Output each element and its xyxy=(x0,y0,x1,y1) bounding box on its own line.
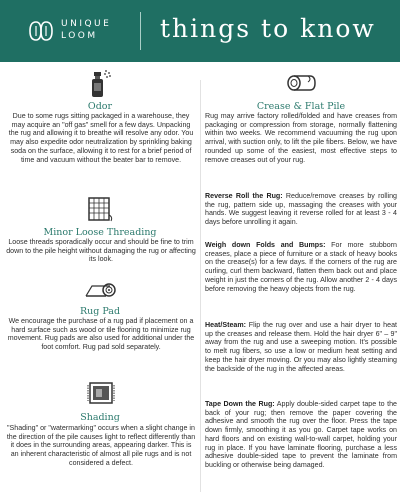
reverse-roll-heading: Reverse Roll the Rug: xyxy=(205,192,283,200)
weigh-down-heading: Weigh down Folds and Bumps: xyxy=(205,241,326,249)
column-divider xyxy=(200,80,201,492)
logo-icon xyxy=(27,18,55,44)
brand-name xyxy=(61,18,111,42)
crease-title: Crease & Flat Pile xyxy=(256,101,346,112)
rug-shading-icon xyxy=(87,380,115,406)
brand-line-1: UNIQUE xyxy=(61,19,112,29)
tape-down-text: Apply double-sided carpet tape to the back of your rug; then remove the paper covering the adhesive and smooth the rug over the floor. Press the tape down firmly, smoothing it as you go. Carpet tape works on hard floors and on existing wall-to-wall carpet, holding your rug in place. If you have laminate flooring, purchase a less adhesive double-sided tape to prevent the laminate from buckling or otherwise being damaged. xyxy=(205,400,397,469)
rug-threads-icon xyxy=(86,195,114,223)
spray-bottle-icon xyxy=(90,68,112,98)
heat-steam-heading: Heat/Steam: xyxy=(205,321,247,329)
threading-title: Minor Loose Threading xyxy=(43,227,157,238)
header-banner xyxy=(0,0,400,62)
page-title: things to know xyxy=(160,14,376,43)
tape-down-heading: Tape Down the Rug: xyxy=(205,400,275,408)
odor-text: Due to some rugs sitting packaged in a warehouse, they may acquire an "off gas" smell for a few days. Unpacking the rug and allowing it to breathe will resolve any odor. You may also expedite odor neutralization by sprinkling baking soda on the surface, allowing it to rest for a brief period of time and vacuum without the beater bar to remove. xyxy=(8,112,194,164)
header-divider xyxy=(140,12,141,50)
weigh-down-step xyxy=(205,241,397,293)
rug-pad-text: We encourage the purchase of a rug pad if placement on a hard surface such as wood or tile flooring to minimize rug movement. Rug pads are also used for additional under the foot comfort. Rug pad sold separately. xyxy=(7,317,195,352)
reverse-roll-step xyxy=(205,192,397,227)
weigh-down-text: For more stubborn creases, place a piece of furniture or a stack of heavy books on the crease(s) for a few days. If the corners of the rug are curling, curl them backward, flatten them back out and place weight in just the corners of the rug. Allow another 2 - 4 days before removing the heavy objects from the rug. xyxy=(205,241,397,293)
odor-title: Odor xyxy=(87,101,113,112)
rug-pad-title: Rug Pad xyxy=(79,306,121,317)
rolled-rug-icon xyxy=(286,73,316,93)
brand-line-2: LOOM xyxy=(61,31,98,41)
crease-text: Rug may arrive factory rolled/folded and have creases from packaging or compression from storage, normally flattening within two weeks. We recommend vacuuming the rug upon arrival, with suction only, to lift the pile fibers. Below, we have rounded up some of the easiest, most effective steps to remove creases out of your rug. xyxy=(205,112,397,164)
heat-steam-text: Flip the rug over and use a hair dryer to heat up the creases and release them. Hold the hair dryer 6" – 9" away from the rug and use a sweeping motion. It's possible to melt rug fibers, so use a low or medium heat setting and keep the hair dryer moving. Or you may also lightly steaming the backside of the rug in the affected areas. xyxy=(205,321,397,373)
shading-text: "Shading" or "watermarking" occurs when a slight change in the direction of the pile causes light to reflect differently than it does in the surrounding areas, appearing darker. This is an inherent characteristic of almost all pile rugs and is not considered a defect. xyxy=(6,424,196,467)
shading-title: Shading xyxy=(80,412,120,423)
reverse-roll-text: Reduce/remove creases by rolling the rug, pattern side up, massaging the creases with your hands. We suggest leaving it reverse rolled for at least 3 - 4 days before unrolling it again. xyxy=(205,192,398,227)
tape-down-step xyxy=(205,400,397,470)
threading-text: Loose threads sporadically occur and should be fine to trim down to the pile height without damaging the rug or affecting its look. xyxy=(6,238,196,264)
heat-steam-step xyxy=(205,321,397,373)
rolled-pad-icon xyxy=(84,278,116,300)
